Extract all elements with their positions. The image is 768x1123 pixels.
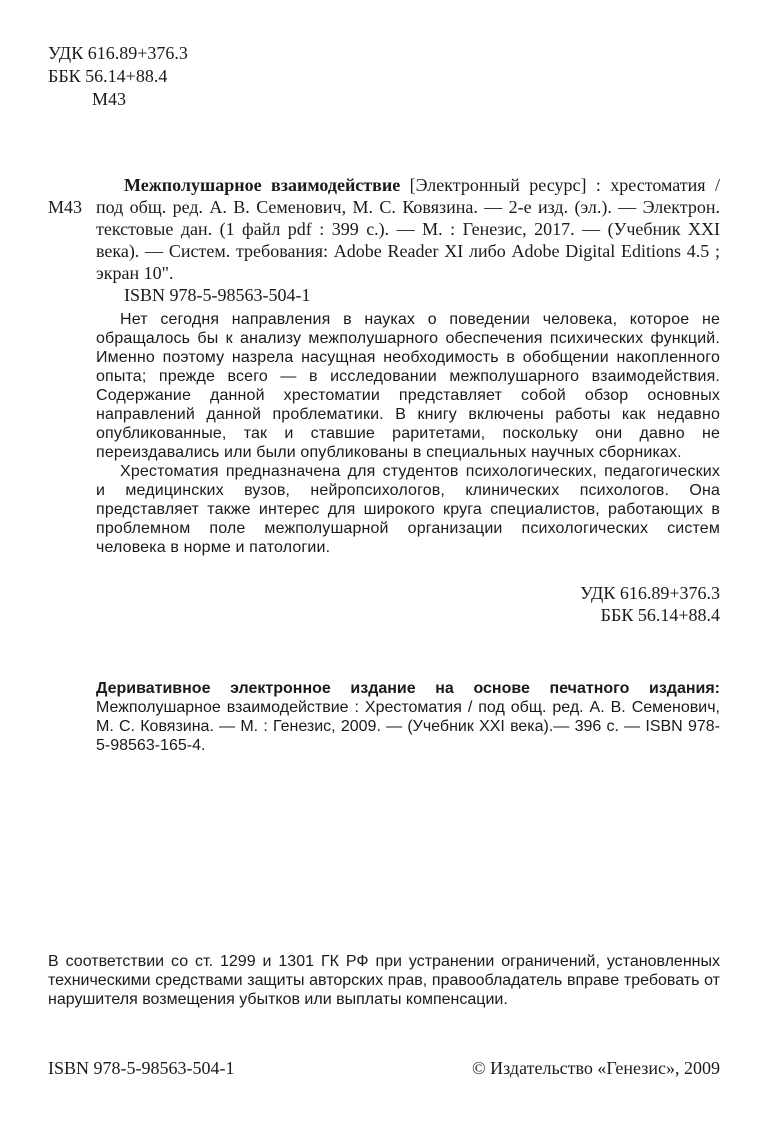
legal-notice: В соответствии со ст. 1299 и 1301 ГК РФ при устранении ограничений, установленных техническими средствами защиты авторских прав, правообладатель вправе требовать от нарушителя возмещения убытков или выплаты компенсации. <box>48 953 720 1008</box>
annotation-paragraph-1: Нет сегодня направления в науках о поведении человека, которое не обращалось бы к анализу межполушарного обеспечения психических функций. Именно поэтому назрела насущная необходимость в обобщении накопленного опыта; прежде всего — в исследовании межполушарного взаимодействия. Содержание данной хрестоматии представляет собой обзор основных направлений данной проблематики. В книгу включены работы как недавно опубликованные, так и ставшие раритетами, поскольку они давно не переиздавались или были опубликованы в специальных научных сборниках. <box>96 311 720 461</box>
book-title: Межполушарное взаимодействие <box>124 175 401 195</box>
derivative-text: Межполушарное взаимодействие : Хрестоматия / под общ. ред. А. В. Семенович, М. С. Ковязина. — М. : Генезис, 2009. — (Учебник XXI века).— 396 с. — ISBN 978-5-98563-165-4. <box>96 699 720 754</box>
derivative-edition-note <box>96 679 720 755</box>
copyright-notice: © Издательство «Генезис», 2009 <box>471 1058 720 1078</box>
footer-isbn: ISBN 978-5-98563-504-1 <box>48 1058 235 1078</box>
bibliographic-details: [Электронный ресурс] : хрестоматия / под общ. ред. А. В. Семенович, М. С. Ковязина. — 2-е изд. (эл.). — Электрон. текстовые дан. (1 файл pdf : 399 с.). — М. : Генезис, 2017. — (Учебник XXI века). — Систем. требования: Adobe Reader XI либо Adobe Digital Editions 4.5 ; экран 10". <box>96 175 720 283</box>
catalog-author-mark: М43 <box>48 197 83 217</box>
classification-block-right <box>580 582 720 626</box>
author-mark: М43 <box>92 89 127 109</box>
annotation <box>96 310 720 557</box>
bbk-code: ББК 56.14+88.4 <box>48 66 168 86</box>
classification-block-top <box>48 42 188 111</box>
udk-code-right: УДК 616.89+376.3 <box>580 583 720 603</box>
bbk-code-right: ББК 56.14+88.4 <box>600 605 720 625</box>
catalog-isbn: ISBN 978-5-98563-504-1 <box>124 285 311 305</box>
udk-code: УДК 616.89+376.3 <box>48 43 188 63</box>
bibliographic-description <box>96 174 720 284</box>
bibliographic-record <box>96 174 720 284</box>
derivative-label: Деривативное электронное издание на основе печатного издания: <box>96 680 720 697</box>
annotation-paragraph-2: Хрестоматия предназначена для студентов психологических, педагогических и медицинских вузов, нейропсихологов, клинических психологов. Она представляет также интерес для широкого круга специалистов, работающих в проблемном поле межполушарной организации психологических систем человека в норме и патологии. <box>96 463 720 556</box>
